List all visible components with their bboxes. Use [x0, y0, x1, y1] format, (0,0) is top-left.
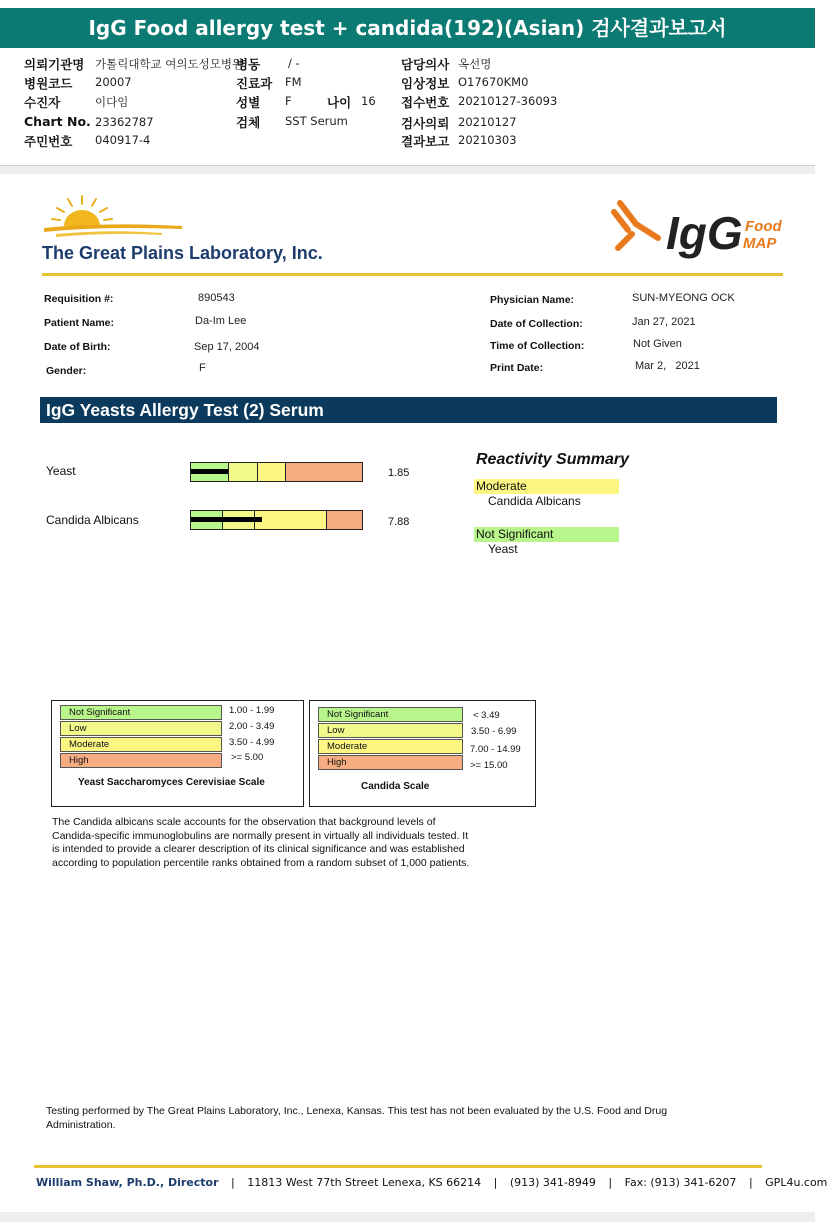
footer-website: GPL4u.com	[765, 1176, 827, 1189]
top-margin	[0, 0, 815, 8]
gender-label: Gender:	[46, 365, 87, 377]
candida-legend-low: Low	[318, 723, 463, 738]
sun-logo-icon	[42, 196, 192, 242]
footer-address: 11813 West 77th Street Lenexa, KS 66214	[247, 1176, 482, 1189]
disclaimer	[46, 1105, 746, 1132]
disclaimer-line: Administration.	[46, 1118, 116, 1131]
summary-title: Reactivity Summary	[476, 451, 629, 468]
yeast-legend-low: Low	[60, 721, 222, 736]
footer-phone: (913) 341-8949	[509, 1176, 596, 1189]
footer-separator: |	[608, 1176, 613, 1189]
yeast-range-low: 2.00 - 3.49	[229, 721, 275, 732]
footer	[36, 1176, 827, 1189]
label-chart-no: Chart No.	[24, 114, 91, 129]
result-value-candida: 7.88	[388, 516, 410, 528]
requisition-label: Requisition #:	[44, 293, 114, 305]
value-specimen: SST Serum	[285, 114, 348, 128]
label-hospital-code: 병원코드	[24, 76, 73, 91]
logo-food: Food	[745, 218, 782, 235]
yeast-legend-not-significant: Not Significant	[60, 705, 222, 720]
collection-time-value: Not Given	[633, 338, 682, 350]
yeast-range-high: >= 5.00	[231, 752, 264, 763]
print-date-label: Print Date:	[490, 362, 544, 374]
note-line: is intended to provide a clearer description of its clinical significance and was established	[52, 843, 465, 855]
label-specimen: 검체	[236, 115, 261, 130]
physician-label: Physician Name:	[490, 294, 575, 306]
gold-rule	[42, 273, 783, 276]
candida-range-not-significant: < 3.49	[473, 710, 500, 721]
label-ward: 병동	[236, 57, 261, 72]
label-patient: 수진자	[24, 95, 61, 110]
yeast-value-marker	[191, 469, 228, 474]
result-name-yeast: Yeast	[46, 464, 76, 478]
footer-director: William Shaw, Ph.D., Director	[36, 1176, 219, 1189]
logo-map: MAP	[743, 235, 777, 252]
label-department: 진료과	[236, 76, 273, 91]
yeast-range-not-significant: 1.00 - 1.99	[229, 705, 275, 716]
igg-logo-text: IgG	[666, 207, 743, 259]
candida-value-marker	[191, 517, 262, 522]
summary-level-not-significant: Not Significant	[474, 527, 619, 542]
value-age: 16	[361, 94, 376, 108]
label-request-date: 검사의뢰	[401, 116, 450, 131]
print-date-value: Mar 2, 2021	[635, 360, 700, 372]
candida-range-moderate: 7.00 - 14.99	[470, 744, 521, 755]
label-institution: 의뢰기관명	[24, 57, 85, 72]
yeast-seg-high	[286, 463, 362, 481]
section-divider	[0, 165, 815, 174]
collection-time-label: Time of Collection:	[490, 340, 585, 352]
yeast-scale-caption: Yeast Saccharomyces Cerevisiae Scale	[78, 777, 265, 788]
value-institution: 가톨릭대학교 여의도성모병원	[95, 57, 244, 71]
footer-fax: Fax: (913) 341-6207	[624, 1176, 737, 1189]
candida-legend-not-significant: Not Significant	[318, 707, 463, 722]
label-clinical-info: 임상정보	[401, 76, 450, 91]
label-resident-no: 주민번호	[24, 134, 73, 149]
physician-value: SUN-MYEONG OCK	[632, 292, 735, 304]
patient-name-value: Da-Im Lee	[195, 315, 247, 327]
yeast-legend-moderate: Moderate	[60, 737, 222, 752]
value-patient: 이다임	[95, 95, 129, 109]
requisition-value: 890543	[198, 292, 235, 304]
antibody-icon	[612, 198, 672, 256]
collection-date-value: Jan 27, 2021	[632, 316, 696, 328]
footer-rule	[34, 1165, 762, 1168]
candida-legend-high: High	[318, 755, 463, 770]
value-clinical-info: O17670KM0	[458, 75, 529, 89]
yeast-scale-legend	[51, 700, 304, 807]
candida-scale-legend	[309, 700, 536, 807]
candida-note	[52, 816, 512, 870]
disclaimer-line: Testing performed by The Great Plains Laboratory, Inc., Lenexa, Kansas. This test has not been evaluated by the U.S. Food and Drug	[46, 1105, 668, 1117]
page-bottom	[0, 1212, 815, 1222]
gender-value: F	[199, 362, 206, 374]
value-resident-no: 040917-4	[95, 133, 151, 147]
candida-range-low: 3.50 - 6.99	[471, 726, 517, 737]
dob-value: Sep 17, 2004	[194, 341, 260, 353]
summary-level-moderate: Moderate	[474, 479, 619, 494]
label-doctor: 담당의사	[401, 57, 450, 72]
label-age: 나이	[327, 95, 352, 110]
candida-range-high: >= 15.00	[470, 760, 508, 771]
yeast-seg-low	[229, 463, 258, 481]
value-request-date: 20210127	[458, 115, 517, 129]
label-reception-no: 접수번호	[401, 95, 450, 110]
value-ward: / -	[288, 56, 300, 70]
candida-seg-high	[327, 511, 362, 529]
footer-separator: |	[231, 1176, 235, 1189]
yeast-range-moderate: 3.50 - 4.99	[229, 737, 275, 748]
yeast-legend-high: High	[60, 753, 222, 768]
yeast-seg-moderate	[258, 463, 286, 481]
result-value-yeast: 1.85	[388, 467, 410, 479]
label-sex: 성별	[236, 95, 261, 110]
value-hospital-code: 20007	[95, 75, 132, 89]
patient-name-label: Patient Name:	[44, 317, 115, 329]
footer-separator: |	[493, 1176, 498, 1189]
test-title: IgG Yeasts Allergy Test (2) Serum	[40, 397, 777, 423]
label-report-date: 결과보고	[401, 134, 450, 149]
value-department: FM	[285, 75, 302, 89]
summary-item-yeast: Yeast	[488, 542, 518, 556]
candida-scale-caption: Candida Scale	[361, 781, 430, 792]
dob-label: Date of Birth:	[44, 341, 111, 353]
value-doctor: 옥선명	[458, 57, 492, 71]
footer-separator: |	[748, 1176, 753, 1189]
result-name-candida: Candida Albicans	[46, 513, 139, 527]
report-title: IgG Food allergy test + candida(192)(Asian) 검사결과보고서	[0, 8, 815, 48]
value-report-date: 20210303	[458, 133, 517, 147]
note-line: The Candida albicans scale accounts for the observation that background levels of	[52, 816, 436, 828]
summary-item-candida: Candida Albicans	[488, 494, 581, 508]
value-chart-no: 23362787	[95, 115, 154, 129]
note-line: Candida-specific immunoglobulins are normally present in virtually all individuals tested. It	[52, 829, 469, 842]
note-line: according to population percentile ranks obtained from a random subset of 1,000 patients.	[52, 856, 470, 869]
lab-name: The Great Plains Laboratory, Inc.	[42, 243, 323, 263]
value-sex: F	[285, 94, 292, 108]
collection-date-label: Date of Collection:	[490, 318, 583, 330]
candida-seg-moderate	[255, 511, 327, 529]
value-reception-no: 20210127-36093	[458, 94, 558, 108]
candida-legend-moderate: Moderate	[318, 739, 463, 754]
